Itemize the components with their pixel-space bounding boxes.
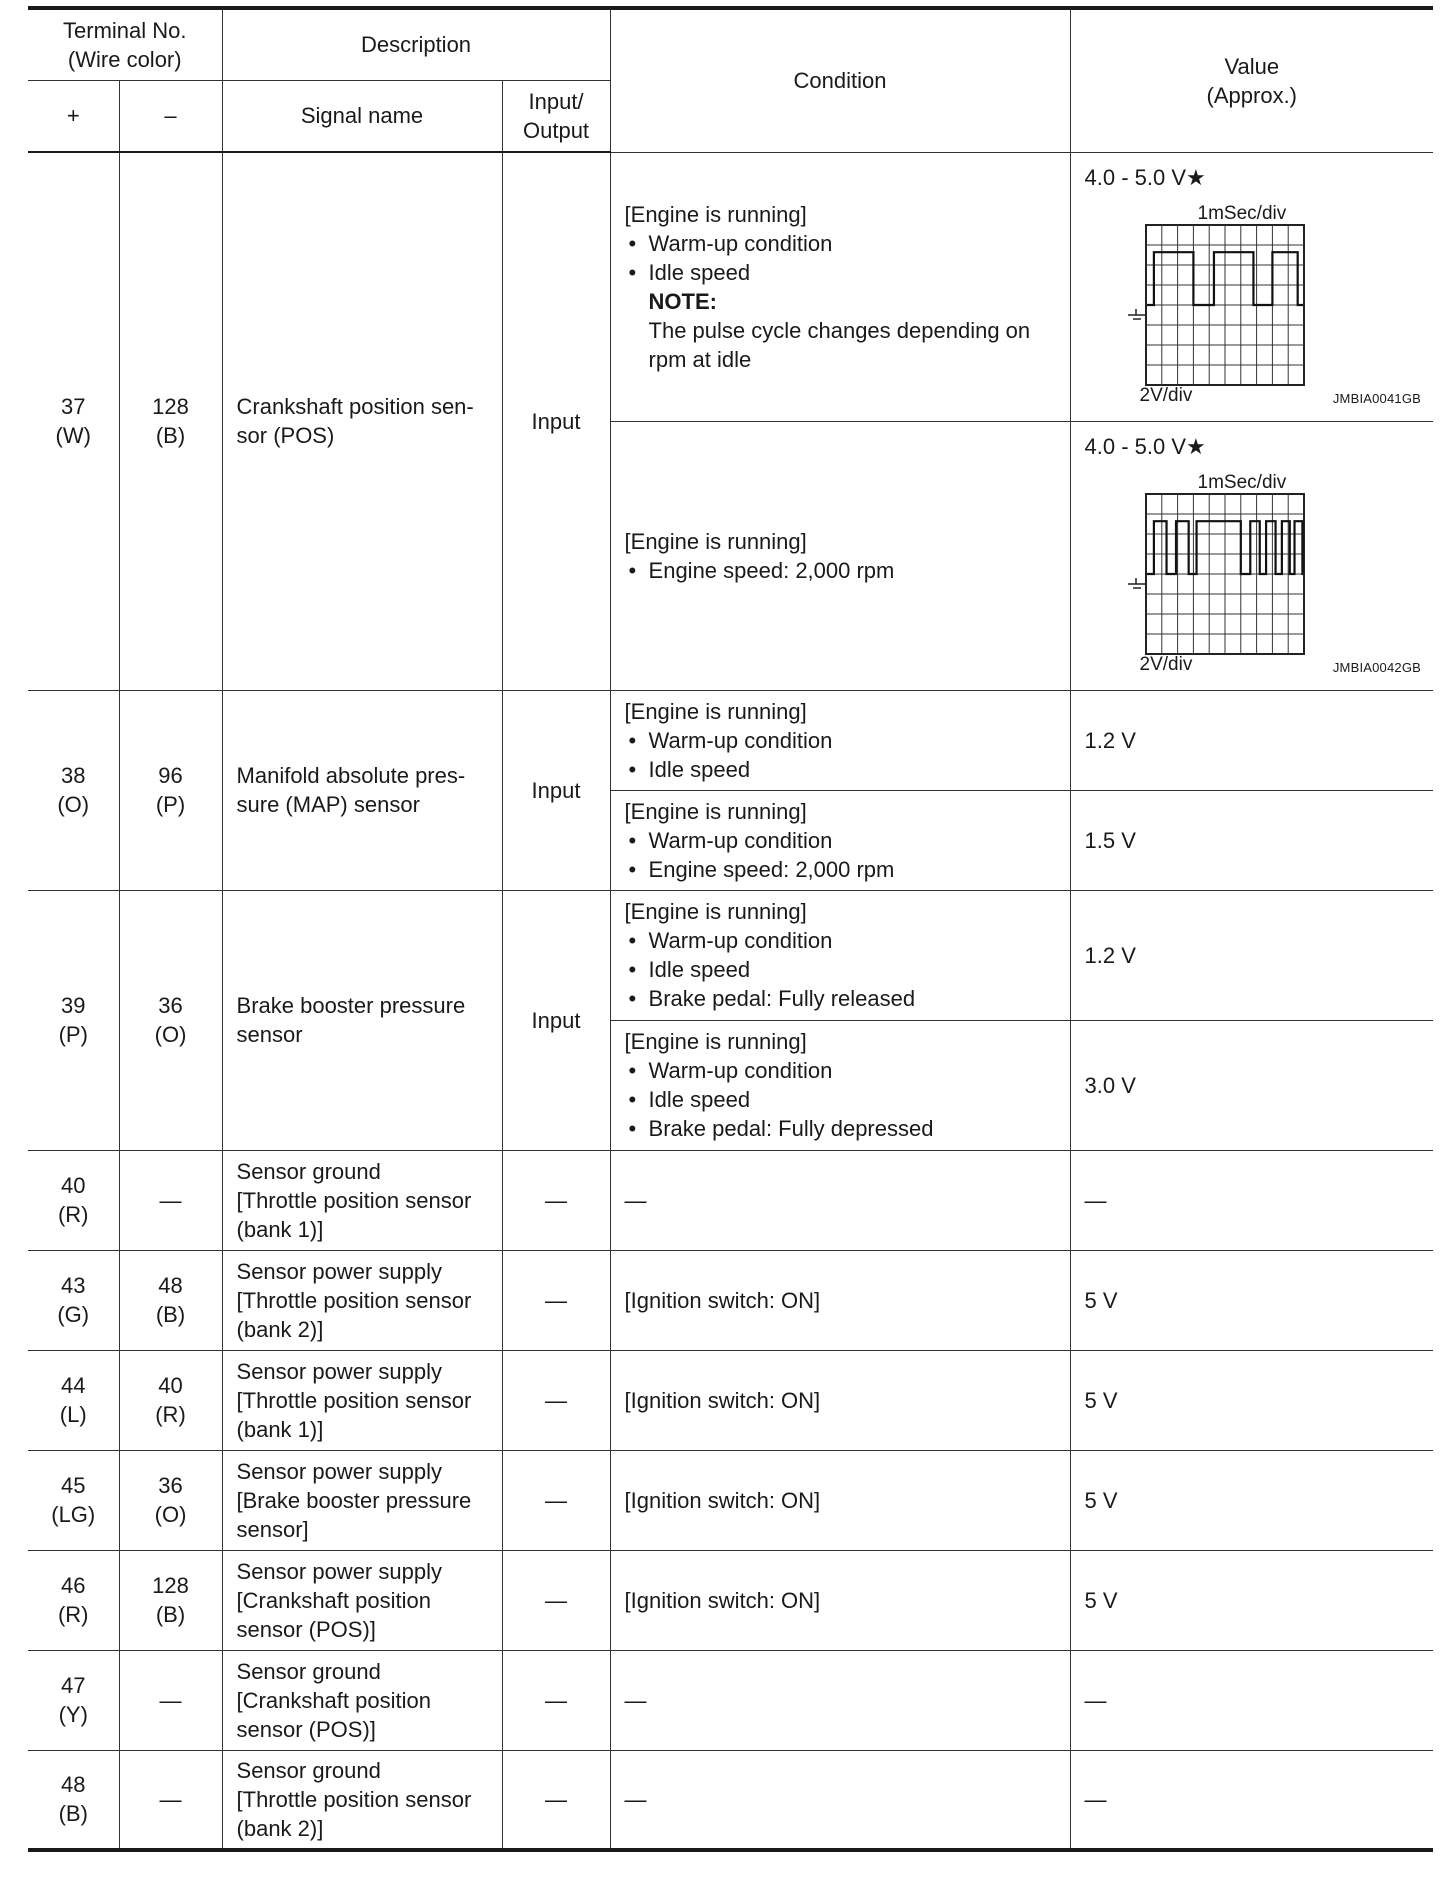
condition-state: [Engine is running] <box>624 201 807 227</box>
signal-name-line: [Crankshaft position <box>236 1587 431 1613</box>
value-cell <box>1070 421 1433 690</box>
condition-bullet: • Warm-up condition <box>625 726 1060 755</box>
minus-terminal <box>119 890 222 1150</box>
minus-terminal <box>119 1250 222 1350</box>
plus-terminal <box>28 1450 119 1550</box>
minus-terminal-line: (B) <box>155 1302 186 1327</box>
io-type: Input <box>502 890 610 1150</box>
io-type: — <box>502 1450 610 1550</box>
signal-name-line: (bank 2)] <box>236 1815 324 1841</box>
plus-terminal <box>28 1350 119 1450</box>
condition-state: [Engine is running] <box>624 528 807 554</box>
condition-bullet: • Idle speed <box>625 955 1060 984</box>
minus-terminal <box>119 1550 222 1650</box>
condition-bullet: • Warm-up condition <box>625 826 1060 855</box>
signal-name-line: sensor (POS)] <box>236 1716 376 1742</box>
scope-volt-division: 2V/div <box>1139 384 1193 406</box>
signal-name-line: Brake booster pressure <box>236 993 466 1018</box>
oscilloscope-waveform <box>1071 153 1434 421</box>
plus-terminal-line: (P) <box>58 1022 88 1047</box>
io-type: — <box>502 1650 610 1750</box>
signal-name-line: [Throttle position sensor <box>236 1187 472 1213</box>
minus-terminal-line: 96 <box>158 763 183 788</box>
condition-bullet: • Idle speed <box>625 258 1060 287</box>
io-type: — <box>502 1150 610 1250</box>
signal-name <box>222 152 502 690</box>
condition-cell: — <box>610 1750 1070 1850</box>
value-cell: 5 V <box>1070 1250 1433 1350</box>
condition-state: [Engine is running] <box>624 899 807 924</box>
signal-name-line: [Brake booster pressure <box>236 1487 472 1513</box>
note-text: rpm at idle <box>648 346 752 372</box>
value-cell <box>1070 152 1433 421</box>
signal-name-line: Sensor power supply <box>236 1258 442 1284</box>
condition-bullet: • Warm-up condition <box>625 229 1060 258</box>
condition-state: [Engine is running] <box>624 798 807 824</box>
minus-terminal-line: (B) <box>155 1602 186 1627</box>
condition-cell <box>610 152 1070 421</box>
plus-terminal-line: 38 <box>61 763 86 788</box>
condition-cell: — <box>610 1650 1070 1750</box>
signal-name-line: sure (MAP) sensor <box>236 792 420 817</box>
minus-terminal <box>119 152 222 690</box>
value-cell: 1.5 V <box>1070 790 1433 890</box>
value-cell: 5 V <box>1070 1550 1433 1650</box>
scope-time-division: 1mSec/div <box>1197 471 1287 493</box>
minus-terminal <box>119 1150 222 1250</box>
plus-terminal-line: 39 <box>61 993 86 1018</box>
signal-name-line: (bank 1)] <box>236 1416 324 1442</box>
table-row <box>28 1250 1433 1350</box>
condition-state: [Engine is running] <box>624 698 807 724</box>
signal-name-line: sensor] <box>236 1516 309 1542</box>
plus-terminal-line: (G) <box>57 1302 90 1327</box>
condition-cell <box>610 790 1070 890</box>
plus-terminal <box>28 1750 119 1850</box>
plus-terminal-line: 37 <box>61 394 86 420</box>
io-type: Input <box>502 690 610 890</box>
plus-terminal-line: (R) <box>57 1202 89 1227</box>
value-cell: — <box>1070 1650 1433 1750</box>
minus-terminal-line: (B) <box>155 423 186 449</box>
io-header <box>502 80 610 152</box>
plus-terminal <box>28 152 119 690</box>
signal-name-line: Sensor power supply <box>236 1458 442 1484</box>
signal-name-line: sor (POS) <box>236 423 335 449</box>
io-type: — <box>502 1250 610 1350</box>
io-type: — <box>502 1750 610 1850</box>
io-type: — <box>502 1550 610 1650</box>
plus-terminal <box>28 1650 119 1750</box>
condition-bullet: • Engine speed: 2,000 rpm <box>625 855 1060 884</box>
signal-name <box>222 1750 502 1850</box>
plus-terminal-line: (LG) <box>51 1502 96 1527</box>
signal-name-line: [Throttle position sensor <box>236 1786 472 1812</box>
minus-terminal <box>119 1350 222 1450</box>
value-cell: 5 V <box>1070 1350 1433 1450</box>
condition-cell: [Ignition switch: ON] <box>610 1250 1070 1350</box>
plus-terminal-line: 44 <box>61 1373 86 1398</box>
plus-terminal-line: 46 <box>61 1573 86 1598</box>
table-row <box>28 1150 1433 1250</box>
signal-name <box>222 1650 502 1750</box>
value-cell: 1.2 V <box>1070 890 1433 1020</box>
minus-terminal-line: (P) <box>155 792 186 817</box>
signal-name-line: Crankshaft position sen- <box>236 394 474 420</box>
minus-terminal-line: 36 <box>158 993 183 1018</box>
condition-cell <box>610 690 1070 790</box>
scope-volt-division: 2V/div <box>1139 653 1193 675</box>
description-header: Description <box>222 8 610 80</box>
minus-terminal-line: 128 <box>152 394 189 420</box>
value-header-line: (Approx.) <box>1206 82 1298 108</box>
minus-terminal-line: (R) <box>155 1402 186 1427</box>
table-row <box>28 1650 1433 1750</box>
waveform-voltage-value: 4.0 - 5.0 V★ <box>1084 433 1206 459</box>
plus-terminal <box>28 1550 119 1650</box>
signal-name <box>222 1450 502 1550</box>
minus-terminal <box>119 1650 222 1750</box>
value-header <box>1070 8 1433 152</box>
condition-bullet: • Idle speed <box>625 1085 1060 1114</box>
plus-terminal-line: 40 <box>61 1173 86 1198</box>
signal-name-line: (bank 2)] <box>236 1316 324 1342</box>
signal-name <box>222 890 502 1150</box>
plus-terminal-line: 45 <box>61 1473 86 1498</box>
signal-name <box>222 1150 502 1250</box>
condition-state: [Engine is running] <box>624 1029 807 1054</box>
io-header-line: Output <box>523 117 590 143</box>
plus-terminal-line: (L) <box>59 1402 87 1427</box>
signal-name-line: Manifold absolute pres- <box>236 763 466 788</box>
plus-terminal-line: (O) <box>57 792 90 817</box>
header-row-top <box>28 8 1433 80</box>
ecm-terminal-table <box>28 6 1433 1852</box>
condition-bullet: • Brake pedal: Fully released <box>625 984 1060 1013</box>
signal-name-line: sensor <box>236 1022 303 1047</box>
figure-code: JMBIA0042GB <box>1332 659 1422 675</box>
table-row <box>28 1350 1433 1450</box>
terminal-header-line: Terminal No. <box>63 17 187 43</box>
note-heading: NOTE: <box>648 288 717 314</box>
oscilloscope-waveform <box>1071 422 1434 690</box>
plus-terminal-line: (W) <box>55 423 91 449</box>
signal-name-line: Sensor ground <box>236 1757 381 1783</box>
minus-terminal-line: 128 <box>152 1573 189 1598</box>
io-type: — <box>502 1350 610 1450</box>
plus-terminal-line: 43 <box>61 1273 86 1298</box>
table-row <box>28 1450 1433 1550</box>
signal-name <box>222 690 502 890</box>
signal-name-line: sensor (POS)] <box>236 1616 376 1642</box>
signal-name-line: Sensor power supply <box>236 1358 442 1384</box>
table-row <box>28 690 1433 790</box>
signal-name <box>222 1350 502 1450</box>
condition-bullet: • Brake pedal: Fully depressed <box>625 1114 1060 1143</box>
minus-terminal-line: (O) <box>154 1502 187 1527</box>
condition-cell: — <box>610 1150 1070 1250</box>
minus-terminal-line: — <box>159 1187 182 1213</box>
minus-terminal-line: (O) <box>154 1022 187 1047</box>
value-cell: — <box>1070 1150 1433 1250</box>
signal-name-line: (bank 1)] <box>236 1216 324 1242</box>
signal-name-line: [Throttle position sensor <box>236 1287 472 1313</box>
minus-terminal-line: — <box>159 1786 182 1812</box>
minus-terminal-line: — <box>159 1687 182 1713</box>
plus-terminal <box>28 1150 119 1250</box>
scope-time-division: 1mSec/div <box>1197 202 1287 224</box>
table-row <box>28 152 1433 421</box>
table-row <box>28 1550 1433 1650</box>
minus-terminal-line: 40 <box>158 1373 183 1398</box>
table-row <box>28 1750 1433 1850</box>
signal-name-line: Sensor power supply <box>236 1558 442 1584</box>
minus-terminal-line: 36 <box>158 1473 183 1498</box>
terminal-spec-sheet <box>28 6 1433 1852</box>
condition-cell <box>610 890 1070 1020</box>
condition-cell: [Ignition switch: ON] <box>610 1350 1070 1450</box>
note-text: The pulse cycle changes depending on <box>648 317 1031 343</box>
value-header-line: Value <box>1224 53 1280 79</box>
waveform-voltage-value: 4.0 - 5.0 V★ <box>1084 164 1206 190</box>
value-cell: — <box>1070 1750 1433 1850</box>
signal-name-line: [Throttle position sensor <box>236 1387 472 1413</box>
condition-cell: [Ignition switch: ON] <box>610 1550 1070 1650</box>
condition-cell: [Ignition switch: ON] <box>610 1450 1070 1550</box>
condition-cell <box>610 421 1070 690</box>
minus-terminal-line: 48 <box>158 1273 183 1298</box>
value-cell: 1.2 V <box>1070 690 1433 790</box>
plus-terminal-line: (Y) <box>58 1702 88 1727</box>
condition-bullet: • Idle speed <box>625 755 1060 784</box>
minus-terminal <box>119 1750 222 1850</box>
signal-name-line: Sensor ground <box>236 1158 381 1184</box>
minus-terminal <box>119 1450 222 1550</box>
signal-name <box>222 1250 502 1350</box>
condition-bullet: • Engine speed: 2,000 rpm <box>625 556 1060 585</box>
figure-code: JMBIA0041GB <box>1332 390 1422 406</box>
value-cell: 5 V <box>1070 1450 1433 1550</box>
condition-bullet: • Warm-up condition <box>625 1056 1060 1085</box>
terminal-header-line: (Wire color) <box>67 46 182 72</box>
plus-terminal <box>28 890 119 1150</box>
terminal-header <box>28 8 222 80</box>
signal-name-line: [Crankshaft position <box>236 1687 431 1713</box>
signal-name-line: Sensor ground <box>236 1658 381 1684</box>
table-body <box>28 152 1433 1850</box>
minus-terminal <box>119 690 222 890</box>
plus-terminal-line: 48 <box>61 1772 86 1798</box>
io-type: Input <box>502 152 610 690</box>
plus-terminal-line: (B) <box>58 1801 88 1827</box>
signal-name <box>222 1550 502 1650</box>
plus-terminal <box>28 1250 119 1350</box>
minus-header: – <box>119 80 222 152</box>
condition-bullet: • Warm-up condition <box>625 926 1060 955</box>
condition-header: Condition <box>610 8 1070 152</box>
io-header-line: Input/ <box>528 88 584 114</box>
condition-cell <box>610 1020 1070 1150</box>
signal-name-header: Signal name <box>222 80 502 152</box>
plus-terminal-line: 47 <box>61 1673 86 1698</box>
plus-terminal-line: (R) <box>57 1602 89 1627</box>
value-cell: 3.0 V <box>1070 1020 1433 1150</box>
plus-header: + <box>28 80 119 152</box>
plus-terminal <box>28 690 119 890</box>
table-row <box>28 890 1433 1020</box>
